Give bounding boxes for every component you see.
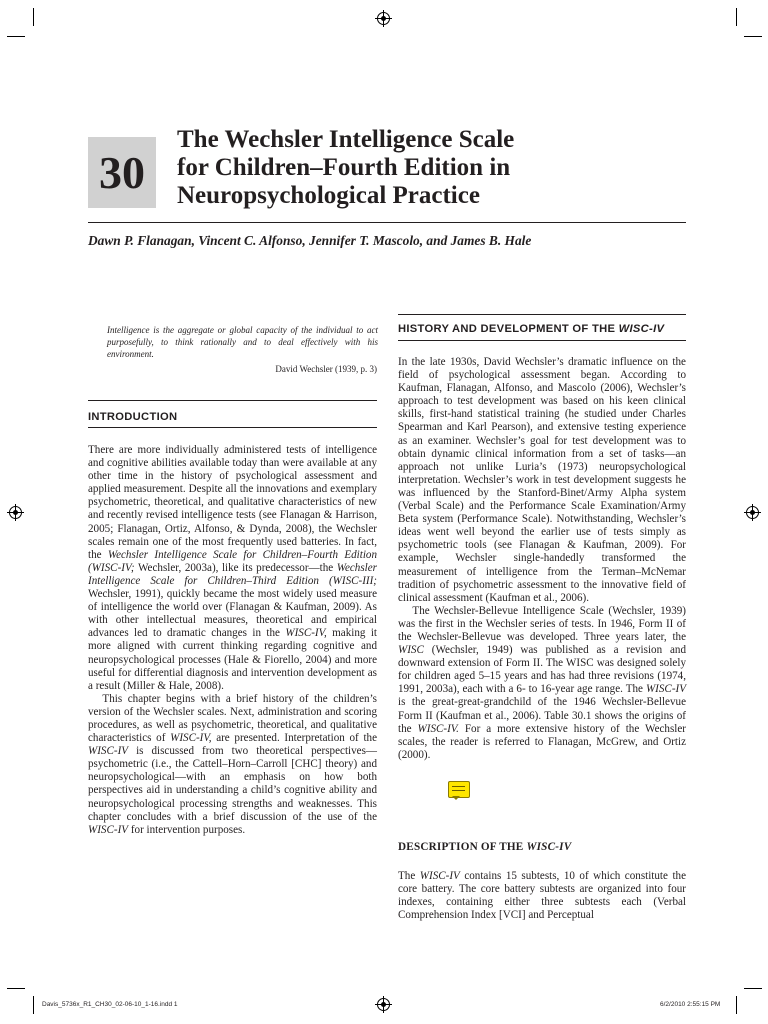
- crop-mark: [7, 988, 25, 989]
- history-heading: HISTORY AND DEVELOPMENT OF THE WISC-IV: [398, 323, 665, 335]
- crop-mark: [744, 36, 762, 37]
- introduction-paragraph: There are more individually administered tests of intelligence and cognitive abilities available today than were available at any other time in the history of psychological assessment and applied measurement. Despite all the innovations and exemplary psychometric, theoretical, and qualitative characteristics of new and recently revised intelligence tests (see Flanagan & Harrison, 2005; Flanagan, Ortiz, Alfonso, & Dynda, 2008), the Wechsler scales remain one of the most frequently used batteries. In fact, the Wechsler Intelligence Scale for Children–Fourth Edition (WISC-IV; Wechsler, 2003a), like its predecessor—the Wechsler Intelligence Scale for Children–Third Edition (WISC-III; Wechsler, 1991), quickly became the most widely used measure of intelligence the world over (Flanagan & Kaufman, 2009). As with other intellectual measures, theoretical and empirical advances led to dramatic changes in the WISC-IV, making it more aligned with current thinking regarding cognitive and neuropsychological processes (Hale & Fiorello, 2004) and more useful for differential diagnosis and intervention development as a result (Miller & Hale, 2008).: [88, 444, 378, 692]
- description-paragraph: The WISC-IV contains 15 subtests, 10 of which constitute the core battery. The core battery subtests are organized into four indexes, containing either three subtests each (Verbal Comprehension Index [VCI] and Perceptual: [398, 870, 686, 922]
- section-divider: [398, 314, 686, 315]
- chapter-authors: Dawn P. Flanagan, Vincent C. Alfonso, Jennifer T. Mascolo, and James B. Hale: [88, 233, 532, 248]
- crop-mark: [744, 988, 762, 989]
- chapter-title-line: for Children–Fourth Edition in: [177, 154, 511, 181]
- introduction-heading: INTRODUCTION: [88, 411, 178, 423]
- registration-mark-icon: [377, 998, 390, 1011]
- chapter-number: 30: [88, 137, 156, 208]
- chapter-title: [177, 126, 677, 210]
- introduction-body: [88, 444, 377, 837]
- title-divider: [88, 222, 686, 223]
- footer-timestamp: 6/2/2010 2:55:15 PM: [660, 1001, 721, 1008]
- epigraph-attribution: David Wechsler (1939, p. 3): [275, 364, 377, 374]
- sticky-note-tail: [452, 796, 460, 800]
- crop-mark: [736, 8, 737, 26]
- registration-mark-icon: [746, 506, 759, 519]
- history-paragraph: The Wechsler-Bellevue Intelligence Scale (Wechsler, 1939) was the first in the Wechsler series of tests. In 1946, Form II of the Wechsler-Bellevue was developed. Three years later, the WISC (Wechsler, 1949) was published as a revision and downward extension of Form II. The WISC was designed solely for children aged 5–15 years and has had three revisions (1974, 1991, 2003a), each with a 6- to 16-year age range. The WISC-IV is the great-great-grandchild of the 1946 Wechsler-Bellevue Form II (Kaufman et al., 2006). Table 30.1 shows the origins of the WISC-IV. For a more extensive history of the Wechsler scales, the reader is referred to Flanagan, McGrew, and Ortiz (2000).: [398, 604, 686, 761]
- crop-mark: [33, 8, 34, 26]
- chapter-title-line: The Wechsler Intelligence Scale: [177, 126, 515, 153]
- description-heading: DESCRIPTION OF THE WISC-IV: [398, 841, 572, 853]
- section-divider: [88, 400, 377, 401]
- introduction-paragraph: This chapter begins with a brief history of the children’s version of the Wechsler scales. Next, administration and scoring procedures, as well as psychometric, theoretical, and qualitative characteristics of WISC-IV, are presented. Interpretation of the WISC-IV is discussed from two theoretical perspectives—psychometric (i.e., the Cattell–Horn–Carroll [CHC] theory) and neuropsychological—with an emphasis on how both perspectives aid in understanding a child’s cognitive ability and neuropsychological processing strengths and weaknesses. This chapter concludes with a brief discussion of the use of the WISC-IV for intervention purposes.: [88, 692, 377, 836]
- crop-mark: [33, 996, 34, 1014]
- registration-mark-icon: [9, 506, 22, 519]
- crop-mark: [7, 36, 25, 37]
- epigraph-quote: Intelligence is the aggregate or global capacity of the individual to act purposefully, to think rationally and to deal effectively with his environment.: [107, 325, 378, 360]
- footer-file-slug: Davis_5736x_R1_CH30_02-06-10_1-16.indd 1: [42, 1001, 178, 1008]
- crop-mark: [736, 996, 737, 1014]
- registration-mark-icon: [377, 12, 390, 25]
- chapter-title-line: Neuropsychological Practice: [177, 182, 480, 209]
- description-body: [398, 870, 686, 922]
- history-body: [398, 356, 686, 762]
- history-paragraph: In the late 1930s, David Wechsler’s dramatic influence on the field of psychological assessment began. According to Kaufman, Flanagan, Alfonso, and Mascolo (2006), Wechsler’s approach to test development was based on his keen clinical skills, first-hand statistical training (he studied under Charles Spearman and Karl Pearson), and extensive testing experience as an examiner. Wechsler’s goal for test development was to obtain dynamic clinical information from a set of tasks—an approach not unlike Luria’s (1973) neuropsychological interpretation. Wechsler’s work in test development suggests he was influenced by the Stanford-Binet/Army Alpha system (Verbal Scale) and the Performance Scale Examination/Army Beta system (Performance Scale). Notwithstanding, Wechsler’s ideas went well beyond the earlier use of tests simply as psychometric tools (see Flanagan & Kaufman, 2009). For example, Wechsler single-handedly transformed the measurement of intelligence from the Terman–McNemar tradition of psychometric assessment to the innovative field of clinical assessment (Kaufman et al., 2006).: [398, 356, 686, 604]
- section-divider: [398, 340, 686, 341]
- section-divider: [88, 427, 377, 428]
